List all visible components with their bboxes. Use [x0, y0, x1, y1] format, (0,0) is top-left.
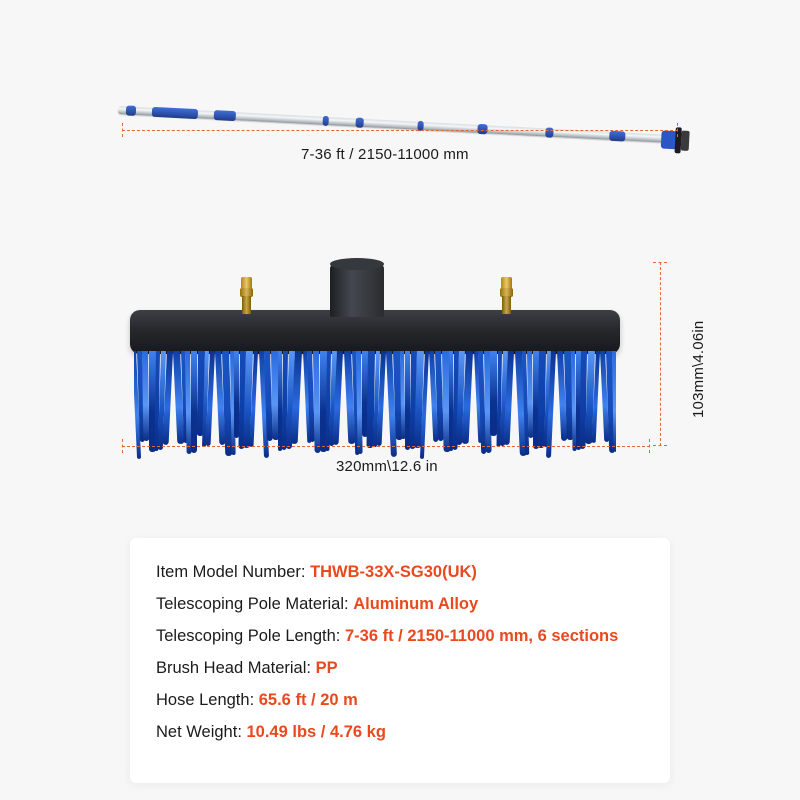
spec-row	[156, 716, 644, 748]
brush-height-dimension-line	[660, 262, 661, 446]
brush-height-dimension-label: 103mm\4.06in	[690, 320, 707, 418]
spec-row	[156, 652, 644, 684]
brush-width-dimension-label: 320mm\12.6 in	[336, 458, 438, 475]
brass-water-nozzle-left	[240, 277, 253, 313]
brush-head-figure	[130, 255, 640, 445]
spec-value: Aluminum Alloy	[353, 595, 479, 613]
spec-value: 7-36 ft / 2150-11000 mm, 6 sections	[344, 627, 619, 645]
spec-row	[156, 588, 644, 620]
brush-width-dimension-line	[122, 446, 650, 447]
pole-length-dimension-label: 7-36 ft / 2150-11000 mm	[301, 146, 469, 163]
spec-row	[156, 684, 644, 716]
spec-value: 10.49 lbs / 4.76 kg	[246, 723, 386, 741]
spec-row	[156, 620, 644, 652]
spec-label: Telescoping Pole Length:	[156, 627, 341, 645]
specification-card	[130, 538, 670, 783]
spec-value: 65.6 ft / 20 m	[258, 691, 358, 709]
brass-water-nozzle-right	[500, 277, 513, 313]
spec-value: PP	[315, 659, 338, 677]
spec-label: Hose Length:	[156, 691, 255, 709]
spec-label: Telescoping Pole Material:	[156, 595, 349, 613]
brush-bristles	[134, 351, 616, 459]
spec-label: Item Model Number:	[156, 563, 306, 581]
brush-head-socket	[330, 263, 384, 317]
spec-value: THWB-33X-SG30(UK)	[310, 563, 477, 581]
pole-length-dimension-line	[122, 130, 678, 131]
spec-label: Brush Head Material:	[156, 659, 311, 677]
spec-label: Net Weight:	[156, 723, 242, 741]
spec-row	[156, 556, 644, 588]
